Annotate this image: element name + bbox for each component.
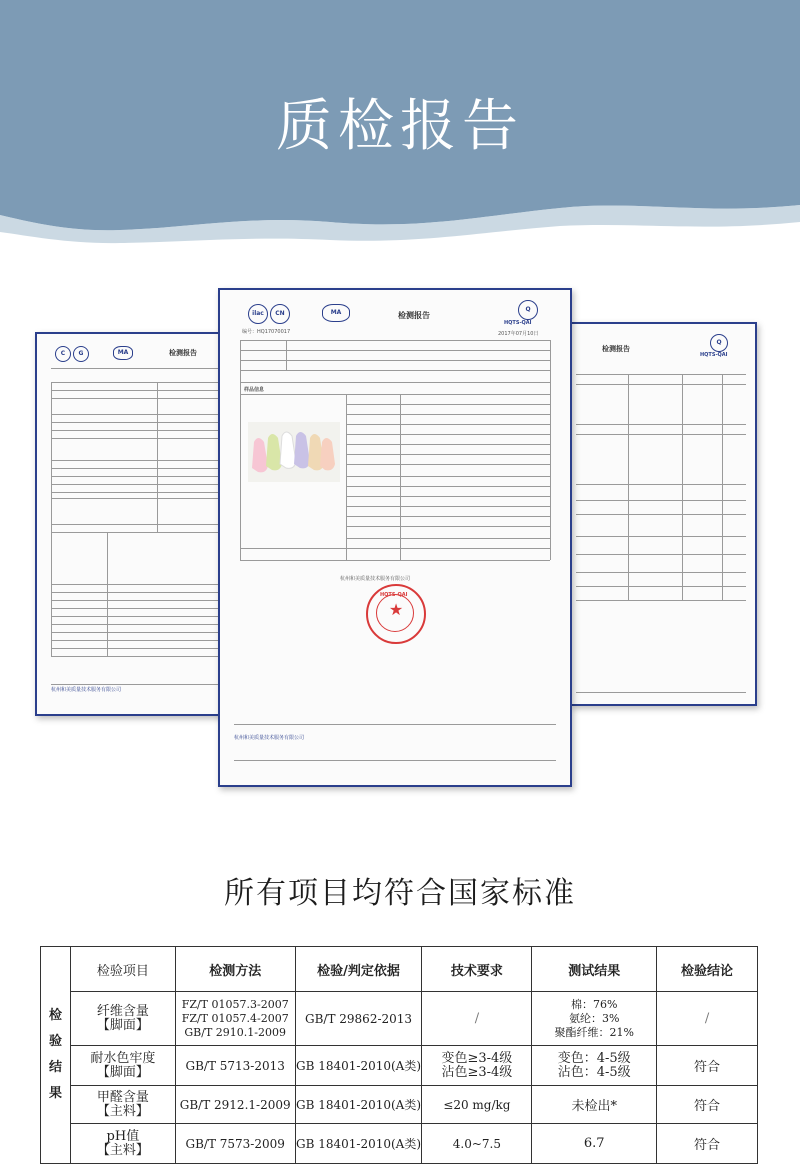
- side-label-char: 果: [48, 1086, 62, 1101]
- header-method: 检测方法: [175, 947, 295, 992]
- row-requirement: 4.0~7.5: [422, 1124, 532, 1164]
- header-item: 检验项目: [70, 947, 175, 992]
- socks-photo: [248, 422, 340, 482]
- center-report-title: 检测报告: [398, 311, 430, 320]
- row-item: pH值 【主料】: [70, 1124, 175, 1164]
- report-doc-center: [218, 288, 572, 787]
- stamp-star-icon: ★: [388, 600, 404, 619]
- header-requirement: 技术要求: [422, 947, 532, 992]
- row-conclusion: 符合: [657, 1086, 758, 1124]
- header-basis: 检验/判定依据: [295, 947, 422, 992]
- report-doc-left: [35, 332, 239, 716]
- row-basis: GB 18401-2010(A类): [295, 1086, 422, 1124]
- center-lab-name: 杭州和美质量技术服务有限公司: [340, 576, 411, 582]
- cnas-logo: C: [55, 346, 71, 362]
- hqts-logo-right: Q: [710, 334, 728, 352]
- cma-logo: MA: [113, 346, 133, 360]
- center-footer: 杭州和美质量技术服务有限公司: [234, 735, 305, 741]
- row-method: GB/T 2912.1-2009: [175, 1086, 295, 1124]
- ilac-logo: G: [73, 346, 89, 362]
- row-conclusion: /: [657, 992, 758, 1046]
- row-method: FZ/T 01057.3-2007 FZ/T 01057.4-2007 GB/T 2910.1-2009: [175, 992, 295, 1046]
- stamp-text: HQTS-QAI: [380, 592, 408, 598]
- table-row: [41, 992, 758, 1046]
- row-item: 甲醛含量 【主料】: [70, 1086, 175, 1124]
- row-requirement: /: [422, 992, 532, 1046]
- row-requirement: ≤20 mg/kg: [422, 1086, 532, 1124]
- row-basis: GB 18401-2010(A类): [295, 1124, 422, 1164]
- side-label: [41, 947, 71, 1164]
- row-method: GB/T 5713-2013: [175, 1046, 295, 1086]
- ilac-logo-center: ilac: [248, 304, 268, 324]
- hqts-logo-center: Q: [518, 300, 538, 320]
- header-result: 测试结果: [532, 947, 657, 992]
- side-label-char: 验: [48, 1034, 62, 1049]
- cnas-logo-center: CN: [270, 304, 290, 324]
- right-brand: HQTS-QAI: [700, 352, 728, 358]
- sample-info-label: 样品信息: [244, 387, 265, 393]
- report-documents: [0, 280, 800, 800]
- row-method: GB/T 7573-2009: [175, 1124, 295, 1164]
- left-footer: 杭州和美质量技术服务有限公司: [51, 687, 122, 693]
- side-label-char: 检: [48, 1008, 62, 1023]
- row-result: 变色：4-5级 沾色：4-5级: [532, 1046, 657, 1086]
- row-item: 耐水色牢度 【脚面】: [70, 1046, 175, 1086]
- row-basis: GB 18401-2010(A类): [295, 1046, 422, 1086]
- table-row: [41, 1124, 758, 1164]
- center-report-no: 编号：HQ17070017: [242, 329, 291, 335]
- row-item: 纤维含量 【脚面】: [70, 992, 175, 1046]
- center-date: 2017年07月10日: [498, 331, 539, 337]
- banner-title: 质检报告: [276, 94, 524, 159]
- section-title: 所有项目均符合国家标准: [224, 876, 576, 911]
- row-basis: GB/T 29862-2013: [295, 992, 422, 1046]
- row-conclusion: 符合: [657, 1124, 758, 1164]
- cma-logo-center: MA: [322, 304, 350, 322]
- row-conclusion: 符合: [657, 1046, 758, 1086]
- right-report-title: 检测报告: [602, 345, 630, 353]
- report-doc-right: [570, 322, 757, 706]
- side-label-char: 结: [48, 1060, 62, 1075]
- row-requirement: 变色≥3-4级 沾色≥3-4级: [422, 1046, 532, 1086]
- table-header-row: [41, 947, 758, 992]
- center-brand: HQTS-QAI: [504, 320, 532, 326]
- row-result: 棉：76% 氨纶：3% 聚酯纤维：21%: [532, 992, 657, 1046]
- inspection-results-table: [40, 946, 758, 1164]
- official-stamp: [366, 584, 426, 644]
- header-conclusion: 检验结论: [657, 947, 758, 992]
- row-result: 6.7: [532, 1124, 657, 1164]
- row-result: 未检出*: [532, 1086, 657, 1124]
- left-report-title: 检测报告: [169, 349, 197, 357]
- table-row: [41, 1086, 758, 1124]
- table-row: [41, 1046, 758, 1086]
